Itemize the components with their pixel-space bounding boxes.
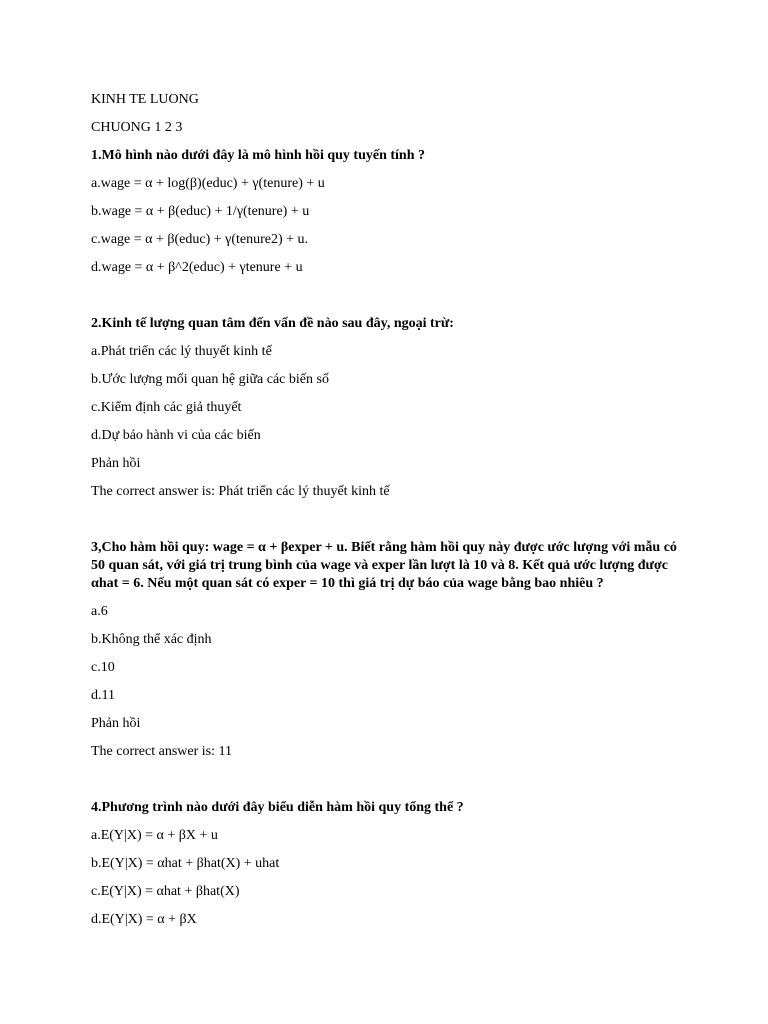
question-1: 1.Mô hình nào dưới đây là mô hình hồi quy tuyến tính ?: [91, 148, 425, 163]
question-4: 4.Phương trình nào dưới đây biểu diễn hàm hồi quy tổng thể ?: [91, 800, 464, 815]
q4-option-c: c.E(Y|X) = αhat + βhat(X): [91, 884, 240, 899]
question-2: 2.Kinh tế lượng quan tâm đến vấn đề nào sau đây, ngoại trừ:: [91, 316, 454, 331]
q2-feedback-label: Phản hồi: [91, 456, 141, 471]
q1-option-b: b.wage = α + β(educ) + 1/γ(tenure) + u: [91, 204, 310, 219]
document-header: KINH TE LUONG: [91, 92, 199, 107]
q3-feedback-label: Phản hồi: [91, 716, 141, 731]
q3-correct-answer: The correct answer is: 11: [91, 744, 232, 759]
q1-option-d: d.wage = α + β^2(educ) + γtenure + u: [91, 260, 303, 275]
question-spacer: [91, 511, 691, 539]
q3-option-d: d.11: [91, 688, 115, 703]
q2-correct-answer: The correct answer is: Phát triển các lý thuyết kinh tế: [91, 484, 390, 499]
q3-option-b: b.Không thể xác định: [91, 632, 212, 647]
q1-option-c: c.wage = α + β(educ) + γ(tenure2) + u.: [91, 232, 309, 247]
document-page: [91, 91, 691, 939]
chapter-header: CHUONG 1 2 3: [91, 120, 183, 135]
question-spacer: [91, 771, 691, 799]
q3-option-a: a.6: [91, 604, 108, 619]
q4-option-d: d.E(Y|X) = α + βX: [91, 912, 197, 927]
q2-option-a: a.Phát triển các lý thuyết kinh tế: [91, 344, 272, 359]
q2-option-d: d.Dự báo hành vi của các biến: [91, 428, 261, 443]
q4-option-a: a.E(Y|X) = α + βX + u: [91, 828, 218, 843]
question-spacer: [91, 287, 691, 315]
q2-option-c: c.Kiểm định các giả thuyết: [91, 400, 242, 415]
question-3: 3,Cho hàm hồi quy: wage = α + βexper + u. Biết rằng hàm hồi quy này được ước lượng với mẫu có 50 quan sát, với giá trị trung bình của wage và exper lần lượt là 10 và 8. Kết quả ước lượng được αhat = 6. Nếu một quan sát có exper = 10 thì giá trị dự báo của wage bằng bao nhiêu ?: [91, 540, 677, 591]
q3-option-c: c.10: [91, 660, 115, 675]
q4-option-b: b.E(Y|X) = αhat + βhat(X) + uhat: [91, 856, 280, 871]
q1-option-a: a.wage = α + log(β)(educ) + γ(tenure) + u: [91, 176, 325, 191]
q2-option-b: b.Ước lượng mối quan hệ giữa các biến số: [91, 372, 329, 387]
